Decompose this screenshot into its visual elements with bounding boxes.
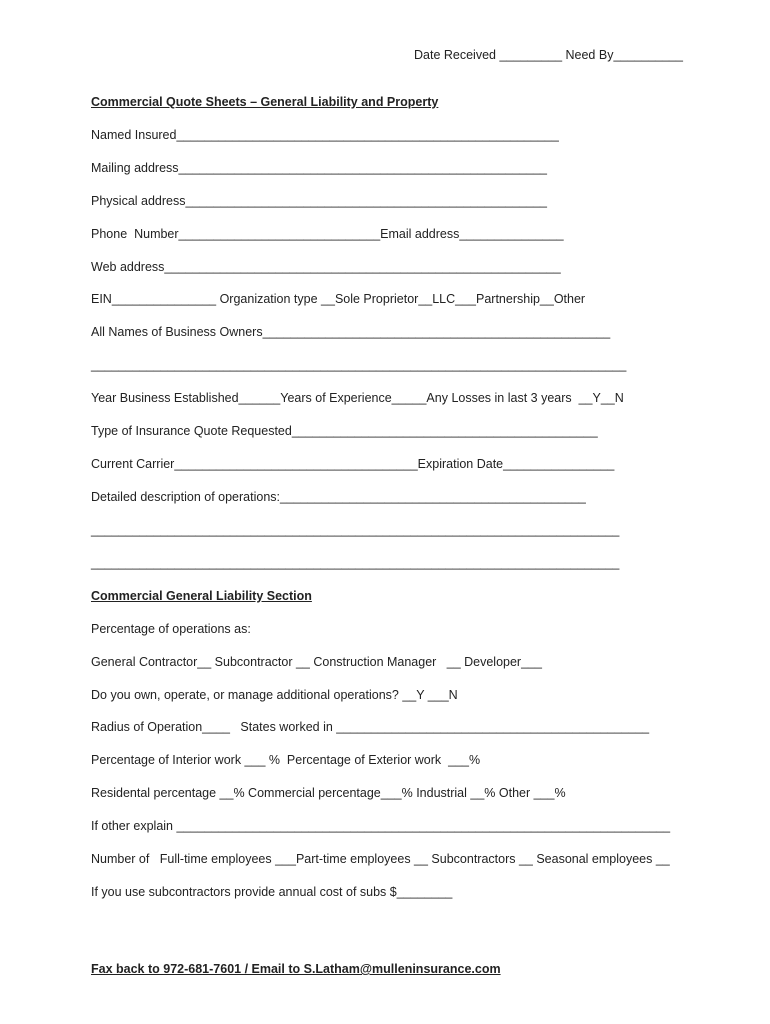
fax-email-footer: Fax back to 972-681-7601 / Email to S.Latham@mulleninsurance.com xyxy=(91,962,501,976)
business-owners-field[interactable]: All Names of Business Owners__________________________________________________ xyxy=(91,325,611,339)
phone-email-field[interactable]: Phone Number_____________________________Email address_______________ xyxy=(91,227,564,241)
interior-exterior-field[interactable]: Percentage of Interior work ___ % Percentage of Exterior work ___% xyxy=(91,753,481,767)
operations-description-continued-2[interactable]: ____________________________________________________________________________ xyxy=(91,556,620,570)
additional-operations-field[interactable]: Do you own, operate, or manage additional operations? __Y ___N xyxy=(91,688,458,702)
date-received-need-by: Date Received _________ Need By__________ xyxy=(414,48,683,62)
mailing-address-field[interactable]: Mailing address_____________________________________________________ xyxy=(91,161,547,175)
residential-commercial-field[interactable]: Residental percentage __% Commercial percentage___% Industrial __% Other ___% xyxy=(91,786,566,800)
quote-type-field[interactable]: Type of Insurance Quote Requested____________________________________________ xyxy=(91,424,598,438)
percentage-operations-label: Percentage of operations as: xyxy=(91,622,251,636)
current-carrier-field[interactable]: Current Carrier___________________________________Expiration Date________________ xyxy=(91,457,615,471)
subs-cost-field[interactable]: If you use subcontractors provide annual cost of subs $________ xyxy=(91,885,453,899)
physical-address-field[interactable]: Physical address____________________________________________________ xyxy=(91,194,547,208)
contractor-roles-field[interactable]: General Contractor__ Subcontractor __ Construction Manager __ Developer___ xyxy=(91,655,542,669)
named-insured-field[interactable]: Named Insured_______________________________________________________ xyxy=(91,128,559,142)
business-owners-continued[interactable]: _____________________________________________________________________________ xyxy=(91,358,627,372)
operations-description-field[interactable]: Detailed description of operations:____________________________________________ xyxy=(91,490,586,504)
operations-description-continued-1[interactable]: ____________________________________________________________________________ xyxy=(91,523,620,537)
web-address-field[interactable]: Web address_________________________________________________________ xyxy=(91,260,561,274)
year-established-field[interactable]: Year Business Established______Years of Experience_____Any Losses in last 3 years __Y__N xyxy=(91,391,624,405)
cgl-section-title: Commercial General Liability Section xyxy=(91,589,312,603)
employees-field[interactable]: Number of Full-time employees ___Part-time employees __ Subcontractors __ Seasonal employees __ xyxy=(91,852,670,866)
page-title: Commercial Quote Sheets – General Liability and Property xyxy=(91,95,439,109)
ein-organization-field[interactable]: EIN_______________ Organization type __Sole Proprietor__LLC___Partnership__Other xyxy=(91,292,586,306)
other-explain-field[interactable]: If other explain _______________________________________________________________________ xyxy=(91,819,671,833)
radius-states-field[interactable]: Radius of Operation____ States worked in _____________________________________________ xyxy=(91,720,650,734)
